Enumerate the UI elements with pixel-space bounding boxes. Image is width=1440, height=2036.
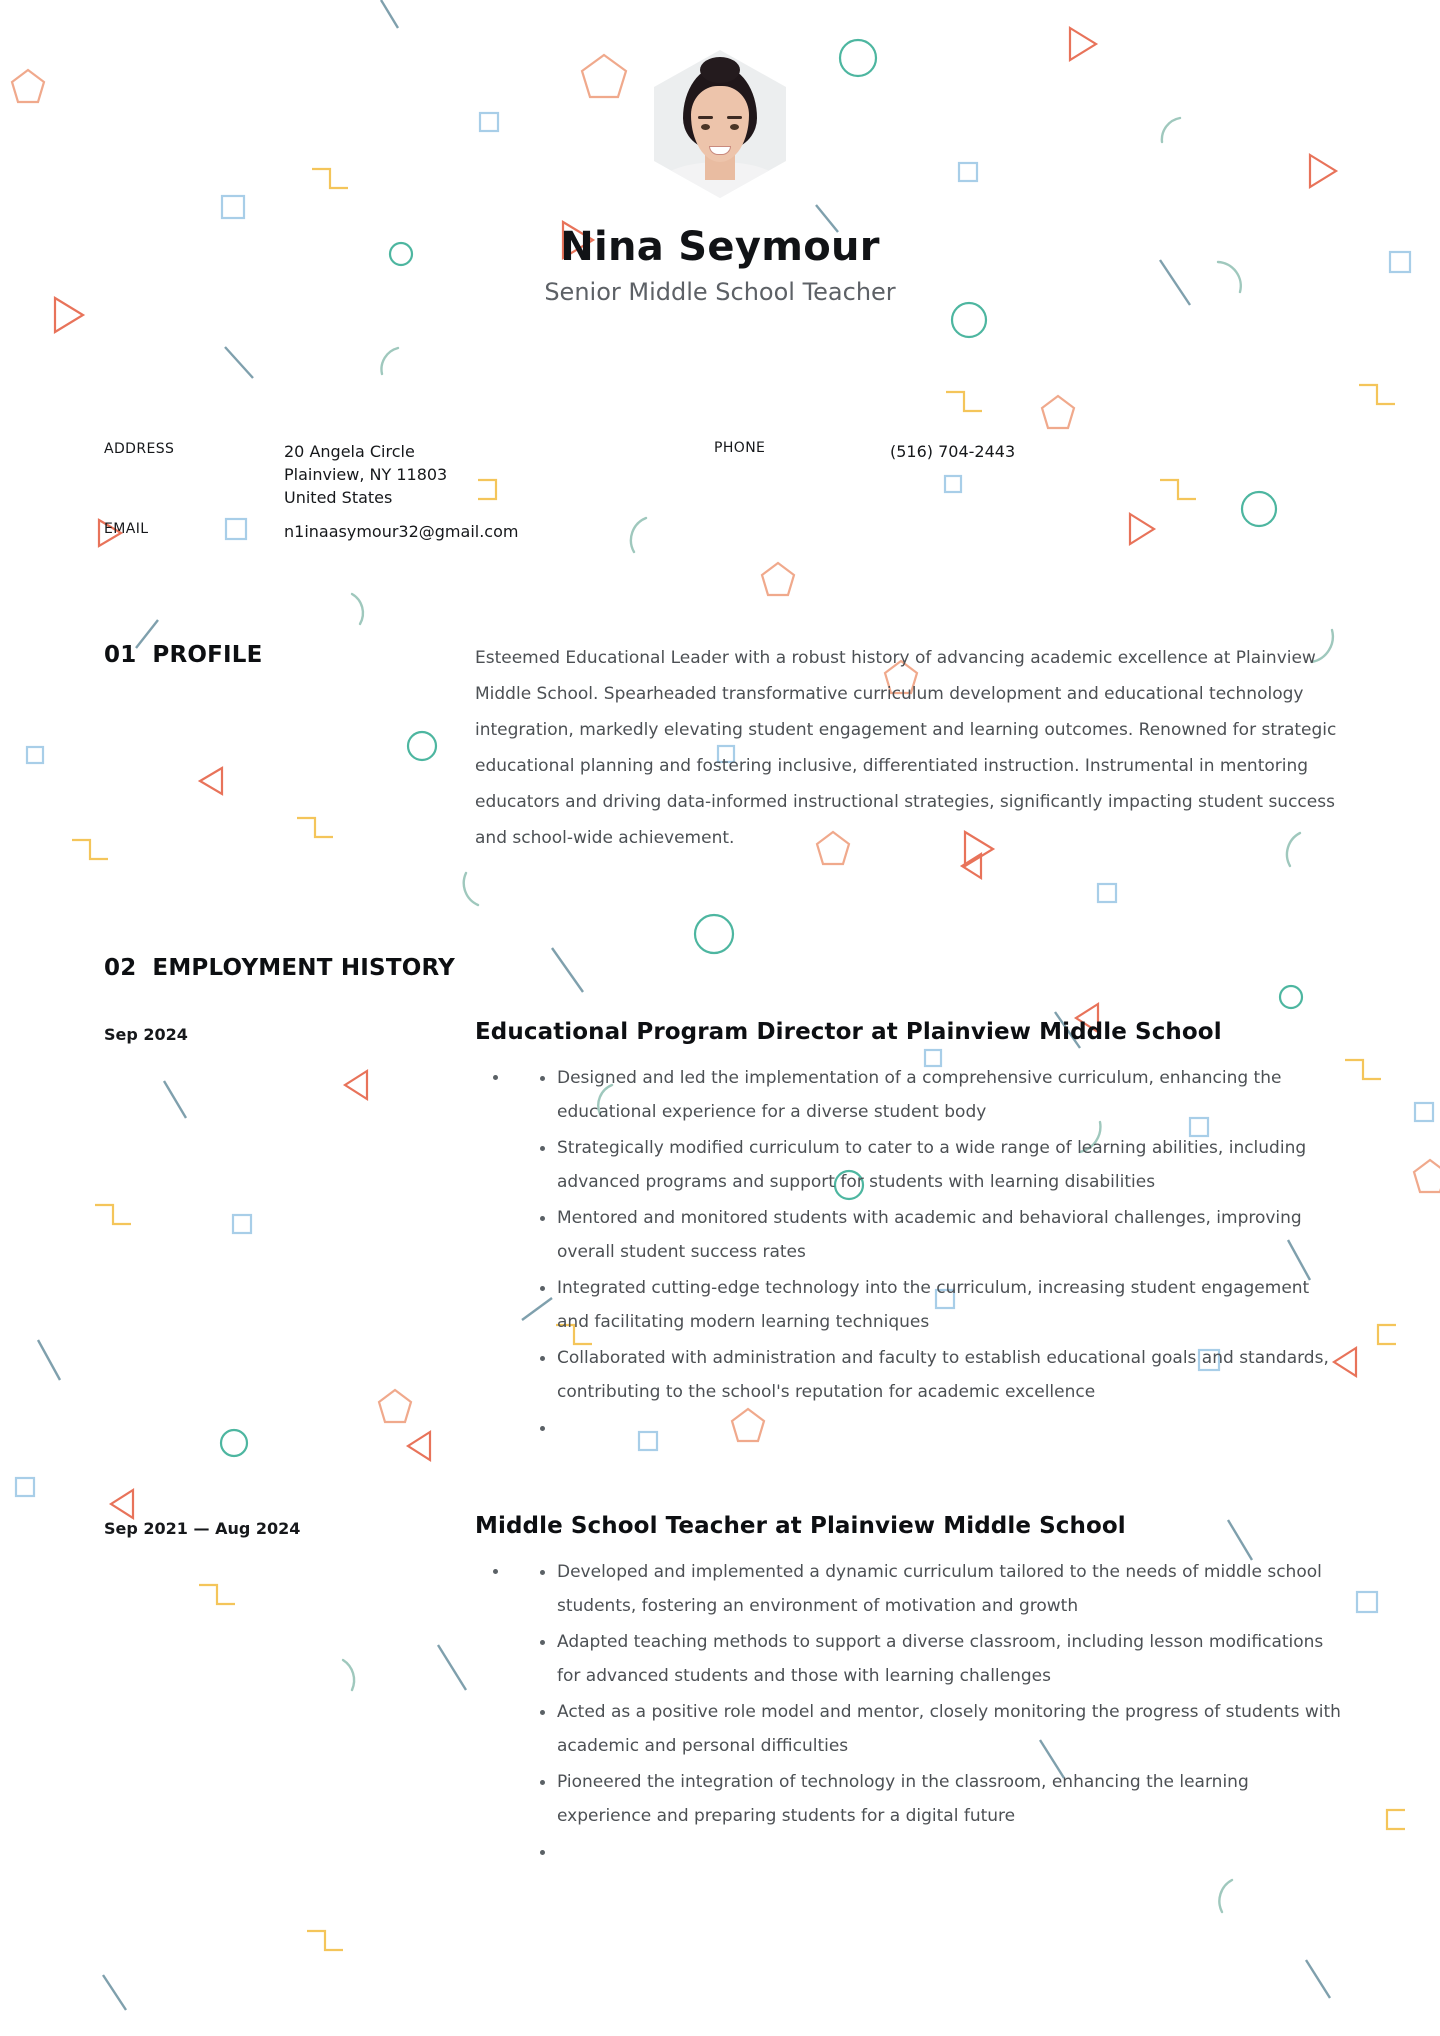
profile-section-number: 01 [104,642,137,668]
job-bullet-list [475,1061,1344,1445]
avatar-hair-bun [700,57,740,83]
avatar [654,50,786,198]
contact-phone-group [714,440,1015,463]
contact-block [104,440,1344,543]
job-bullet-empty [540,1411,1344,1445]
job-bullet: Pioneered the integration of technology in the classroom, enhancing the learning experience and preparing students for a digital future [540,1765,1344,1833]
avatar-eyebrow-right [727,116,742,119]
email-label: EMAIL [104,520,149,537]
avatar-eyebrow-left [698,116,713,119]
candidate-job-title: Senior Middle School Teacher [544,278,896,306]
job-bullet: Collaborated with administration and faculty to establish educational goals and standards, contributing to the school's reputation for academic excellence [540,1341,1344,1409]
group-bullet-marker [493,1075,498,1080]
avatar-face [672,66,768,198]
job-details [475,1019,1344,1447]
job-details [475,1513,1344,1871]
employment-section-number: 02 [104,955,137,981]
address-line-3: United States [284,488,393,508]
job-entry [104,1513,1344,1871]
job-bullet-list [475,1555,1344,1869]
section-heading-employment [104,955,455,981]
contact-row-address-phone [104,440,1344,510]
contact-row-email [104,520,1344,543]
email-value[interactable]: n1inaasymour32@gmail.com [284,521,519,541]
job-bullet: Strategically modified curriculum to cater to a wide range of learning abilities, including advanced programs and support for students with learning disabilities [540,1131,1344,1199]
profile-section-title: PROFILE [152,642,263,668]
job-bullet: Integrated cutting-edge technology into the curriculum, increasing student engagement and facilitating modern learning techniques [540,1271,1344,1339]
job-bullet: Developed and implemented a dynamic curriculum tailored to the needs of middle school students, fostering an environment of motivation and growth [540,1555,1344,1623]
phone-label: PHONE [714,440,766,456]
job-date: Sep 2021 — Aug 2024 [104,1519,301,1538]
candidate-name: Nina Seymour [560,224,880,270]
group-bullet-marker [493,1569,498,1574]
section-heading-profile [104,642,263,668]
job-bullet: Adapted teaching methods to support a diverse classroom, including lesson modifications for advanced students and those with learning challenges [540,1625,1344,1693]
job-bullet: Mentored and monitored students with academic and behavioral challenges, improving overall student success rates [540,1201,1344,1269]
job-heading: Educational Program Director at Plainview Middle School [475,1019,1222,1045]
avatar-hexagon-frame [654,50,786,198]
resume-header [0,0,1440,306]
address-label: ADDRESS [104,441,175,457]
job-bullet: Acted as a positive role model and mentor, closely monitoring the progress of students with academic and personal difficulties [540,1695,1344,1763]
job-bullet-group [475,1555,1344,1869]
address-line-2: Plainview, NY 11803 [284,465,448,485]
contact-address-group [104,440,714,510]
profile-body-text: Esteemed Educational Leader with a robust history of advancing academic excellence at Plainview Middle School. Spearheaded transformative curriculum development and educational technology integration, markedly elevating student engagement and learning outcomes. Renowned for strategic educational planning and fostering inclusive, differentiated instruction. Instrumental in mentoring educators and driving data-informed instructional strategies, significantly impacting student success and school-wide achievement. [475,648,1337,849]
employment-section-title: EMPLOYMENT HISTORY [152,955,455,981]
avatar-eye-right [730,124,739,130]
avatar-eye-left [701,124,710,130]
job-bullet: Designed and led the implementation of a comprehensive curriculum, enhancing the educational experience for a diverse student body [540,1061,1344,1129]
address-line-1: 20 Angela Circle [284,442,415,461]
job-bullet-group [475,1061,1344,1445]
job-bullet-empty [540,1835,1344,1869]
job-heading: Middle School Teacher at Plainview Middle School [475,1513,1126,1539]
phone-value[interactable]: (516) 704-2443 [890,442,1016,461]
job-date: Sep 2024 [104,1025,188,1044]
job-entry [104,1019,1344,1447]
address-value [284,440,447,510]
